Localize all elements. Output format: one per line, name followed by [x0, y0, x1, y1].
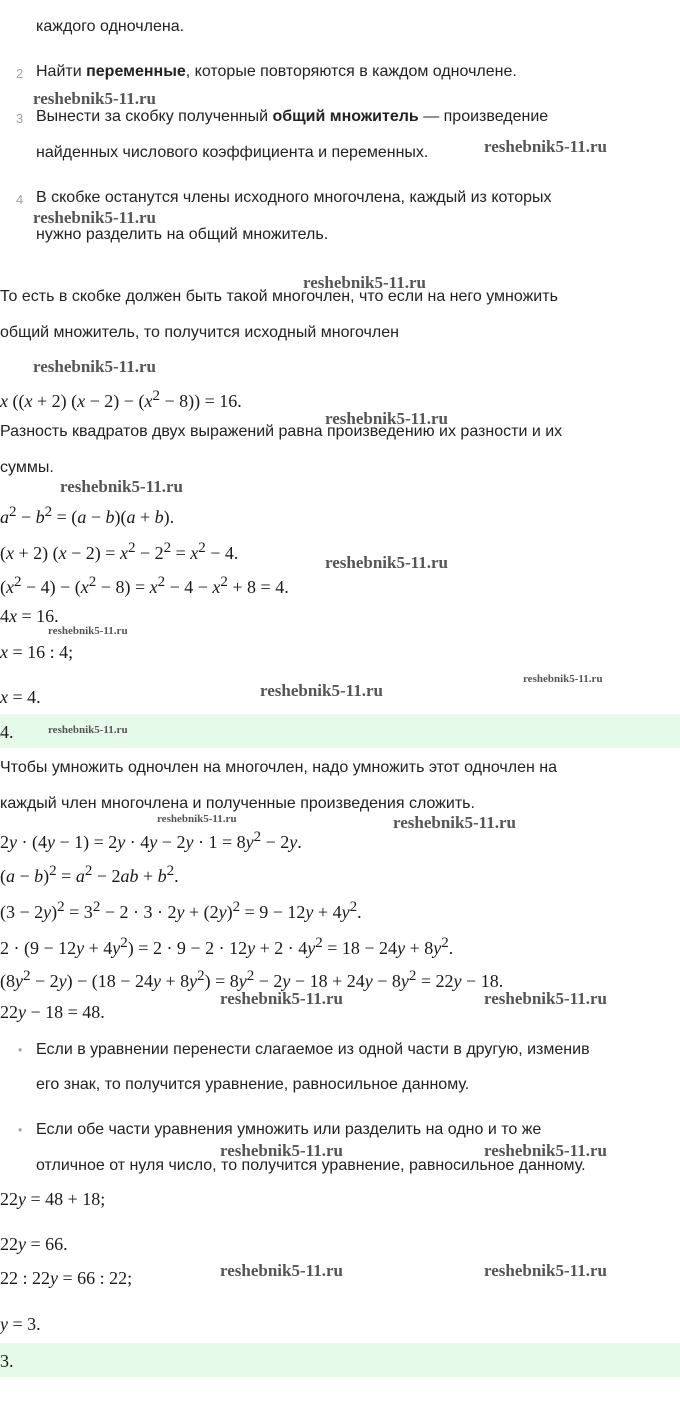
step-3-text-line2: найденных числового коэффициента и переменных.	[36, 144, 429, 161]
watermark: reshebnik5-11.ru	[220, 1141, 343, 1160]
paragraph-line: суммы.	[0, 459, 54, 476]
step-number: 3	[16, 111, 24, 126]
step-number: 2	[16, 66, 24, 81]
watermark: reshebnik5-11.ru	[60, 477, 183, 496]
equation: x ((x + 2) $(x - 2) - (x^2 - 8)) = 16$.	[0, 388, 242, 411]
equation: 4x = 16.	[0, 606, 59, 626]
equation: y = 3.	[0, 1314, 41, 1334]
equation: $2y \cdot (4y - 1) = 2y \cdot 4y - 2y \cdot 1 = 8y^2 - 2y$.	[0, 829, 302, 852]
watermark: reshebnik5-11.ru	[157, 813, 237, 825]
equation: $a^2 - b^2 = (a - b)(a + b)$.	[0, 504, 175, 527]
step-4-text-line2: нужно разделить на общий множитель.	[36, 226, 329, 243]
equation: x = 16 : 4;	[0, 642, 74, 662]
watermark: reshebnik5-11.ru	[220, 1261, 343, 1280]
watermark: reshebnik5-11.ru	[260, 681, 383, 700]
watermark: reshebnik5-11.ru	[33, 89, 156, 108]
paragraph-line: Чтобы умножить одночлен на многочлен, надо умножить этот одночлен на	[0, 759, 557, 776]
equation: 22y = 66.	[0, 1234, 68, 1254]
equation: 22 : 22y = 66 : 22;	[0, 1268, 133, 1288]
step-3-text: Вынести за скобку полученный общий множитель — произведение	[36, 108, 549, 125]
equation: 22y − 18 = 48.	[0, 1002, 105, 1022]
equation: $(3 - 2y)^2 = 3^2 - 2 \cdot 3 \cdot 2y + (2y)^2 = 9 - 12y + 4y^2$.	[0, 899, 362, 922]
watermark: reshebnik5-11.ru	[393, 813, 516, 832]
watermark: reshebnik5-11.ru	[303, 273, 426, 292]
paragraph-line: каждый член многочлена и полученные произведения сложить.	[0, 795, 475, 812]
answer-band	[0, 1343, 680, 1377]
bullet-text: Если обе части уравнения умножить или разделить на одно и то же	[36, 1121, 542, 1138]
bullet-text-line2: его знак, то получится уравнение, равносильное данному.	[36, 1076, 470, 1093]
paragraph-line: Разность квадратов двух выражений равна произведению их разности и их	[0, 423, 563, 440]
bullet-text: Если в уравнении перенести слагаемое из одной части в другую, изменив	[36, 1041, 590, 1058]
watermark: reshebnik5-11.ru	[484, 137, 607, 156]
equation: $2 \cdot (9 - 12y + 4y^2) = 2 \cdot 9 - 2 \cdot 12y + 2 \cdot 4y^2 = 18 - 24y + 8y^2$.	[0, 935, 454, 958]
step-2-text: Найти переменные, которые повторяются в каждом одночлене.	[36, 63, 517, 80]
equation: (x + 2) $(x - 2) = x^2 - 2^2 = x^2 - 4$.	[0, 540, 239, 563]
equation: 22y = 48 + 18;	[0, 1189, 106, 1209]
paragraph-line: То есть в скобке должен быть такой многочлен, что если на него умножить	[0, 288, 558, 305]
watermark: reshebnik5-11.ru	[33, 357, 156, 376]
bullet-dot: •	[18, 1123, 23, 1137]
equation: $(a - b)^2 = a^2 - 2ab + b^2$.	[0, 863, 179, 886]
watermark: reshebnik5-11.ru	[484, 989, 607, 1008]
equation: $(x^2 - 4) - (x^2 - 8) = x^2 - 4 - x^2 + 8 = 4$.	[0, 574, 289, 597]
paragraph-line: общий множитель, то получится исходный многочлен	[0, 324, 399, 341]
bullet-text-line2: отличное от нуля число, то получится уравнение, равносильное данному.	[36, 1157, 586, 1174]
watermark: reshebnik5-11.ru	[523, 673, 603, 685]
equation: x = 4.	[0, 687, 41, 707]
answer: 3.	[0, 1351, 14, 1371]
bullet-dot: •	[18, 1043, 23, 1057]
watermark: reshebnik5-11.ru	[48, 724, 128, 736]
watermark: reshebnik5-11.ru	[48, 625, 128, 637]
watermark: reshebnik5-11.ru	[33, 208, 156, 227]
watermark: reshebnik5-11.ru	[484, 1141, 607, 1160]
step-1-tail: каждого одночлена.	[36, 18, 185, 35]
watermark: reshebnik5-11.ru	[220, 989, 343, 1008]
step-4-text: В скобке останутся члены исходного многочлена, каждый из которых	[36, 189, 552, 206]
equation: $(8y^2 - 2y) - (18 - 24y + 8y^2) = 8y^2 - 2y - 18 + 24y - 8y^2 = 22y - 18$.	[0, 968, 504, 991]
answer: 4.	[0, 722, 14, 742]
watermark: reshebnik5-11.ru	[484, 1261, 607, 1280]
step-number: 4	[16, 192, 24, 207]
watermark: reshebnik5-11.ru	[325, 409, 448, 428]
watermark: reshebnik5-11.ru	[325, 553, 448, 572]
